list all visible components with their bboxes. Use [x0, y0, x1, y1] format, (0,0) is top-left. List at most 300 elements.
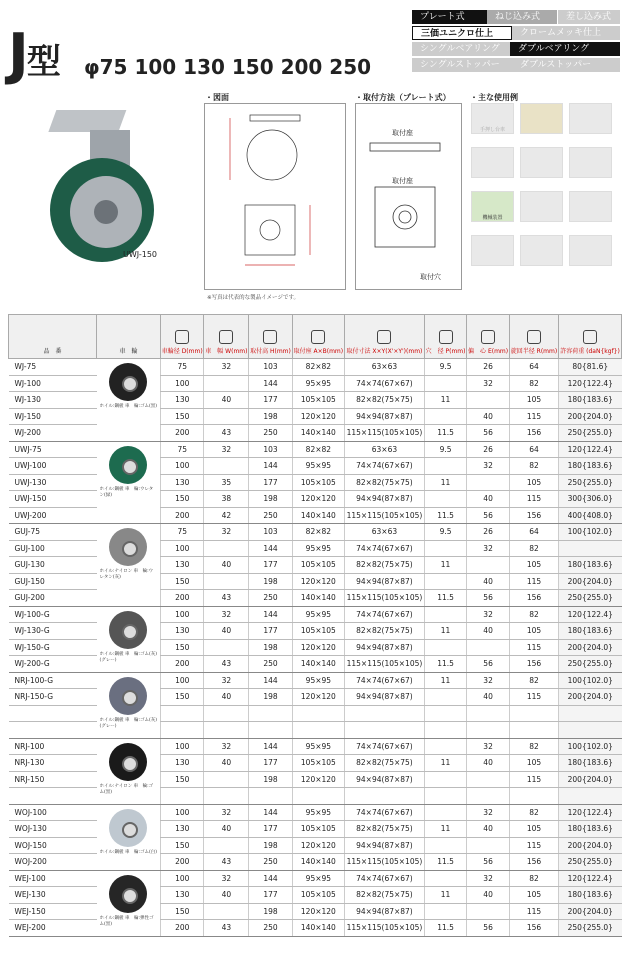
- spec-cell: 200: [161, 507, 204, 524]
- column-header: [9, 315, 97, 359]
- spec-cell: [424, 639, 466, 656]
- usage-example: [520, 191, 563, 222]
- wheel-image: [109, 743, 147, 781]
- usage-example: [471, 147, 514, 178]
- spec-cell: 40: [204, 623, 249, 640]
- spec-cell: 120×120: [292, 837, 344, 854]
- spec-cell: 100: [161, 375, 204, 392]
- spec-tag: ねじ込み式: [487, 10, 557, 24]
- spec-cell: 11: [424, 755, 466, 772]
- spec-table: [8, 314, 622, 937]
- spec-cell: 26: [467, 359, 510, 376]
- spec-cell: 180{183.6}: [559, 887, 622, 904]
- spec-cell: 250: [249, 590, 292, 607]
- wheel-cell: [97, 804, 161, 870]
- column-icon: [527, 330, 541, 344]
- spec-cell: 40: [467, 573, 510, 590]
- spec-cell: 115: [509, 639, 558, 656]
- spec-cell: 115×115(105×105): [345, 920, 425, 937]
- spec-cell: 140×140: [292, 656, 344, 673]
- spec-cell: 9.5: [424, 359, 466, 376]
- wheel-image: [109, 528, 147, 566]
- wheel-cell: [97, 606, 161, 672]
- spec-cell: [467, 722, 510, 739]
- spec-cell: 120×120: [292, 689, 344, 706]
- spec-cell: 40: [204, 755, 249, 772]
- spec-cell: 43: [204, 854, 249, 871]
- spec-cell: 130: [161, 887, 204, 904]
- spec-cell: [559, 540, 622, 557]
- spec-cell: 100: [161, 870, 204, 887]
- spec-cell: 150: [161, 573, 204, 590]
- part-number: NRJ-150-G: [9, 689, 97, 706]
- table-row: [9, 606, 622, 623]
- part-number: GUJ-130: [9, 557, 97, 574]
- mount-drawing: [360, 135, 450, 265]
- spec-tag: ダブルベアリング: [510, 42, 620, 56]
- usage-example: [569, 235, 612, 266]
- spec-cell: 9.5: [424, 441, 466, 458]
- spec-cell: 11: [424, 392, 466, 409]
- spec-cell: 120×120: [292, 573, 344, 590]
- spec-cell: 11: [424, 623, 466, 640]
- spec-cell: 40: [467, 821, 510, 838]
- spec-cell: 200{204.0}: [559, 837, 622, 854]
- part-number: WJ-100: [9, 375, 97, 392]
- wheel-caption: ホイル:ナイロン 車 輪:ウレタン(灰): [99, 569, 154, 580]
- wheel-image: [109, 677, 147, 715]
- spec-cell: 40: [204, 887, 249, 904]
- spec-cell: 250{255.0}: [559, 590, 622, 607]
- column-header: [467, 315, 510, 359]
- spec-cell: 140×140: [292, 507, 344, 524]
- spec-cell: 56: [467, 854, 510, 871]
- spec-cell: 63×63: [345, 359, 425, 376]
- spec-cell: 105×105: [292, 821, 344, 838]
- usage-example: [471, 235, 514, 266]
- spec-cell: 100: [161, 540, 204, 557]
- spec-tag: シングルストッパー: [412, 58, 512, 72]
- wheel-caption: ホイル:鋼板 車 輪:ゴム(灰)(グレー): [99, 717, 157, 729]
- spec-cell: 95×95: [292, 870, 344, 887]
- spec-cell: 32: [467, 540, 510, 557]
- spec-cell: 43: [204, 425, 249, 442]
- spec-cell: 400{408.0}: [559, 507, 622, 524]
- spec-cell: 156: [509, 854, 558, 871]
- usage-example: 手押し台車: [471, 103, 514, 134]
- usage-example: [569, 103, 612, 134]
- spec-cell: 200: [161, 920, 204, 937]
- spec-cell: 198: [249, 491, 292, 508]
- column-header-label: 取付寸法 X×Y(X'×Y')(mm): [346, 348, 423, 355]
- spec-cell: 82×82(75×75): [345, 474, 425, 491]
- wheel-cell: [97, 359, 161, 442]
- spec-cell: [161, 705, 204, 722]
- column-icon: [175, 330, 189, 344]
- spec-cell: 105×105: [292, 392, 344, 409]
- spec-cell: [345, 705, 425, 722]
- spec-cell: [161, 722, 204, 739]
- spec-cell: 82×82(75×75): [345, 557, 425, 574]
- part-number: WEJ-100: [9, 870, 97, 887]
- spec-cell: 120{122.4}: [559, 804, 622, 821]
- spec-cell: [424, 837, 466, 854]
- spec-cell: 95×95: [292, 375, 344, 392]
- wheel-cell: [97, 672, 161, 738]
- spec-cell: 11.5: [424, 656, 466, 673]
- part-number: WOJ-130: [9, 821, 97, 838]
- spec-cell: 11.5: [424, 920, 466, 937]
- title-letter: J型: [8, 22, 59, 87]
- spec-cell: [249, 705, 292, 722]
- spec-tag: 差し込み式: [558, 10, 620, 24]
- column-icon: [377, 330, 391, 344]
- spec-cell: [292, 788, 344, 805]
- part-number: [9, 788, 97, 805]
- column-header: [249, 315, 292, 359]
- spec-cell: 100: [161, 672, 204, 689]
- spec-cell: 56: [467, 920, 510, 937]
- spec-cell: 144: [249, 738, 292, 755]
- spec-cell: 144: [249, 606, 292, 623]
- spec-cell: [467, 705, 510, 722]
- spec-cell: [204, 722, 249, 739]
- spec-cell: 11: [424, 557, 466, 574]
- spec-cell: 156: [509, 656, 558, 673]
- spec-cell: 115: [509, 408, 558, 425]
- spec-cell: 177: [249, 392, 292, 409]
- spec-cell: 120×120: [292, 771, 344, 788]
- spec-cell: 100: [161, 458, 204, 475]
- spec-cell: 105: [509, 474, 558, 491]
- part-number: WJ-150: [9, 408, 97, 425]
- table-row: [9, 672, 622, 689]
- spec-cell: 75: [161, 359, 204, 376]
- column-icon: [583, 330, 597, 344]
- spec-cell: [467, 837, 510, 854]
- spec-cell: 198: [249, 408, 292, 425]
- spec-cell: 80{81.6}: [559, 359, 622, 376]
- spec-cell: 82: [509, 738, 558, 755]
- spec-cell: 32: [467, 804, 510, 821]
- spec-cell: 180{183.6}: [559, 458, 622, 475]
- part-number: WEJ-150: [9, 903, 97, 920]
- spec-cell: 130: [161, 623, 204, 640]
- table-row: [9, 804, 622, 821]
- spec-cell: 177: [249, 623, 292, 640]
- part-number: WJ-130-G: [9, 623, 97, 640]
- part-number: GUJ-100: [9, 540, 97, 557]
- spec-cell: 32: [467, 672, 510, 689]
- spec-cell: 115: [509, 491, 558, 508]
- spec-tag: シングルベアリング: [412, 42, 510, 56]
- part-number: WJ-200: [9, 425, 97, 442]
- spec-cell: 32: [204, 870, 249, 887]
- spec-cell: 105×105: [292, 623, 344, 640]
- spec-cell: 120×120: [292, 491, 344, 508]
- spec-cell: 198: [249, 837, 292, 854]
- wheel-caption: ホイル:鋼板 車 輪:弾性ゴム(黒): [99, 915, 154, 927]
- spec-cell: 75: [161, 441, 204, 458]
- column-header-label: 車 輪: [119, 348, 138, 355]
- spec-cell: 200{204.0}: [559, 689, 622, 706]
- spec-cell: 95×95: [292, 606, 344, 623]
- spec-cell: 11.5: [424, 507, 466, 524]
- spec-cell: [204, 573, 249, 590]
- part-number: [9, 705, 97, 722]
- wheel-cell: [97, 441, 161, 524]
- spec-cell: 115×115(105×105): [345, 854, 425, 871]
- spec-cell: 120×120: [292, 639, 344, 656]
- spec-cell: 177: [249, 474, 292, 491]
- spec-cell: 82×82(75×75): [345, 887, 425, 904]
- spec-cell: 103: [249, 524, 292, 541]
- spec-cell: 56: [467, 507, 510, 524]
- spec-cell: [424, 689, 466, 706]
- spec-cell: 180{183.6}: [559, 755, 622, 772]
- spec-cell: 32: [467, 738, 510, 755]
- spec-cell: 11.5: [424, 854, 466, 871]
- column-header: [97, 315, 161, 359]
- spec-cell: 94×94(87×87): [345, 639, 425, 656]
- spec-cell: [424, 375, 466, 392]
- spec-cell: 100{102.0}: [559, 738, 622, 755]
- spec-cell: 105: [509, 557, 558, 574]
- spec-cell: [204, 408, 249, 425]
- spec-cell: [467, 639, 510, 656]
- spec-cell: 140×140: [292, 920, 344, 937]
- usage-example: [569, 147, 612, 178]
- spec-cell: 144: [249, 804, 292, 821]
- column-header-label: 車輪径 D(mm): [161, 348, 203, 355]
- spec-cell: 74×74(67×67): [345, 738, 425, 755]
- wheel-caption: ホイル:ナイロン 車 輪:ゴム(黒): [99, 783, 154, 795]
- spec-cell: 130: [161, 474, 204, 491]
- spec-cell: 156: [509, 590, 558, 607]
- spec-cell: 144: [249, 540, 292, 557]
- spec-cell: 100{102.0}: [559, 672, 622, 689]
- table-row: [9, 870, 622, 887]
- spec-cell: [467, 557, 510, 574]
- part-number: UWJ-75: [9, 441, 97, 458]
- wheel-image: [109, 875, 147, 913]
- spec-cell: [345, 788, 425, 805]
- spec-cell: [161, 788, 204, 805]
- spec-cell: 32: [204, 672, 249, 689]
- spec-cell: 32: [204, 359, 249, 376]
- spec-cell: 82: [509, 672, 558, 689]
- spec-cell: 180{183.6}: [559, 821, 622, 838]
- spec-cell: 56: [467, 590, 510, 607]
- spec-cell: 40: [467, 623, 510, 640]
- usage-example: [520, 147, 563, 178]
- usage-example: [520, 103, 563, 134]
- mount-label: ・取付方法（プレート式）: [355, 93, 451, 102]
- spec-cell: [424, 606, 466, 623]
- part-number: UWJ-150: [9, 491, 97, 508]
- spec-cell: 156: [509, 425, 558, 442]
- spec-cell: 250: [249, 425, 292, 442]
- spec-cell: [204, 903, 249, 920]
- part-number: NRJ-100: [9, 738, 97, 755]
- spec-cell: 120{122.4}: [559, 606, 622, 623]
- spec-cell: [204, 788, 249, 805]
- spec-cell: 82×82(75×75): [345, 623, 425, 640]
- usage-example: [520, 235, 563, 266]
- spec-cell: 94×94(87×87): [345, 408, 425, 425]
- caster-photo: [40, 100, 170, 270]
- spec-cell: 200{204.0}: [559, 903, 622, 920]
- spec-cell: 250: [249, 854, 292, 871]
- spec-cell: 11: [424, 887, 466, 904]
- spec-cell: [249, 788, 292, 805]
- spec-cell: 11: [424, 672, 466, 689]
- spec-cell: 120{122.4}: [559, 375, 622, 392]
- column-header-label: 穴 径 P(mm): [425, 348, 466, 355]
- spec-cell: [204, 540, 249, 557]
- spec-cell: 105: [509, 755, 558, 772]
- spec-cell: [292, 705, 344, 722]
- spec-cell: 156: [509, 507, 558, 524]
- spec-tag: ダブルストッパー: [512, 58, 620, 72]
- spec-cell: 115×115(105×105): [345, 590, 425, 607]
- spec-cell: 11: [424, 474, 466, 491]
- spec-cell: [424, 738, 466, 755]
- photo-label: UWJ-150: [123, 250, 157, 259]
- mount-seat-label2: 取付座: [392, 177, 413, 185]
- dimension-drawing: [210, 110, 340, 285]
- spec-cell: 82×82: [292, 359, 344, 376]
- spec-cell: [509, 788, 558, 805]
- spec-cell: 250{255.0}: [559, 656, 622, 673]
- spec-cell: 56: [467, 656, 510, 673]
- spec-cell: [204, 639, 249, 656]
- table-row: [9, 738, 622, 755]
- column-header-label: 偏 心 E(mm): [468, 348, 509, 355]
- spec-cell: 105×105: [292, 557, 344, 574]
- part-number: UWJ-100: [9, 458, 97, 475]
- wheel-image: [109, 611, 147, 649]
- spec-cell: 180{183.6}: [559, 623, 622, 640]
- spec-cell: [424, 705, 466, 722]
- spec-cell: 32: [204, 738, 249, 755]
- spec-cell: 38: [204, 491, 249, 508]
- spec-cell: 74×74(67×67): [345, 375, 425, 392]
- column-header-label: 取付高 H(mm): [250, 348, 291, 355]
- spec-cell: 11.5: [424, 590, 466, 607]
- spec-cell: 32: [204, 441, 249, 458]
- spec-cell: [509, 705, 558, 722]
- spec-cell: 82×82(75×75): [345, 821, 425, 838]
- table-row: [9, 359, 622, 376]
- spec-cell: 120×120: [292, 408, 344, 425]
- part-number: UWJ-130: [9, 474, 97, 491]
- spec-cell: 300{306.0}: [559, 491, 622, 508]
- spec-cell: [204, 705, 249, 722]
- spec-cell: [424, 408, 466, 425]
- spec-cell: 40: [467, 408, 510, 425]
- spec-cell: 105×105: [292, 887, 344, 904]
- spec-cell: 40: [204, 557, 249, 574]
- spec-tag: プレート式: [412, 10, 487, 24]
- wheel-caption: ホイル:鋼板 車 輪:ウレタン(緑): [99, 486, 154, 498]
- spec-cell: 140×140: [292, 590, 344, 607]
- spec-cell: 11: [424, 821, 466, 838]
- spec-cell: 150: [161, 689, 204, 706]
- part-number: WJ-200-G: [9, 656, 97, 673]
- title-sizes: φ75 100 130 150 200 250: [84, 55, 372, 79]
- spec-tag: 三価ユニクロ仕上: [412, 26, 512, 40]
- spec-cell: [467, 903, 510, 920]
- spec-cell: 144: [249, 458, 292, 475]
- spec-cell: 9.5: [424, 524, 466, 541]
- spec-cell: 63×63: [345, 524, 425, 541]
- spec-cell: 74×74(67×67): [345, 672, 425, 689]
- photo-note: ※写真は代表的な製品イメージです。: [207, 295, 300, 301]
- column-header-label: 旋回半径 R(mm): [510, 348, 558, 355]
- column-icon: [263, 330, 277, 344]
- spec-cell: 11.5: [424, 425, 466, 442]
- spec-cell: 250{255.0}: [559, 425, 622, 442]
- column-header-label: 許容荷重 (daN{kgf}): [560, 348, 620, 355]
- spec-cell: [424, 458, 466, 475]
- spec-cell: [467, 771, 510, 788]
- spec-cell: [559, 705, 622, 722]
- spec-cell: 82: [509, 375, 558, 392]
- spec-cell: 140×140: [292, 425, 344, 442]
- spec-cell: 35: [204, 474, 249, 491]
- part-number: UWJ-200: [9, 507, 97, 524]
- spec-cell: 120{122.4}: [559, 870, 622, 887]
- spec-cell: 82×82(75×75): [345, 755, 425, 772]
- spec-cell: 100: [161, 804, 204, 821]
- part-number: NRJ-130: [9, 755, 97, 772]
- spec-tag: クロームメッキ仕上: [512, 26, 620, 40]
- table-row: [9, 441, 622, 458]
- spec-cell: 82: [509, 870, 558, 887]
- spec-cell: 32: [204, 524, 249, 541]
- part-number: WOJ-100: [9, 804, 97, 821]
- mount-seat-label1: 取付座: [392, 129, 413, 137]
- spec-cell: 200: [161, 590, 204, 607]
- spec-cell: [559, 722, 622, 739]
- spec-cell: 130: [161, 755, 204, 772]
- spec-cell: 95×95: [292, 458, 344, 475]
- part-number: NRJ-100-G: [9, 672, 97, 689]
- spec-cell: 150: [161, 408, 204, 425]
- spec-cell: 82×82(75×75): [345, 392, 425, 409]
- spec-cell: 250: [249, 507, 292, 524]
- part-number: WJ-130: [9, 392, 97, 409]
- spec-cell: 200{204.0}: [559, 771, 622, 788]
- spec-cell: 74×74(67×67): [345, 870, 425, 887]
- spec-cell: 130: [161, 557, 204, 574]
- part-number: WOJ-200: [9, 854, 97, 871]
- spec-cell: 198: [249, 771, 292, 788]
- spec-cell: [204, 458, 249, 475]
- wheel-image: [109, 446, 147, 484]
- spec-cell: 105: [509, 392, 558, 409]
- column-header: [345, 315, 425, 359]
- spec-cell: 250: [249, 920, 292, 937]
- spec-cell: 144: [249, 870, 292, 887]
- spec-cell: 200{204.0}: [559, 639, 622, 656]
- table-row: [9, 524, 622, 541]
- part-number: GUJ-75: [9, 524, 97, 541]
- spec-cell: 32: [467, 458, 510, 475]
- spec-cell: [345, 722, 425, 739]
- spec-cell: 250{255.0}: [559, 474, 622, 491]
